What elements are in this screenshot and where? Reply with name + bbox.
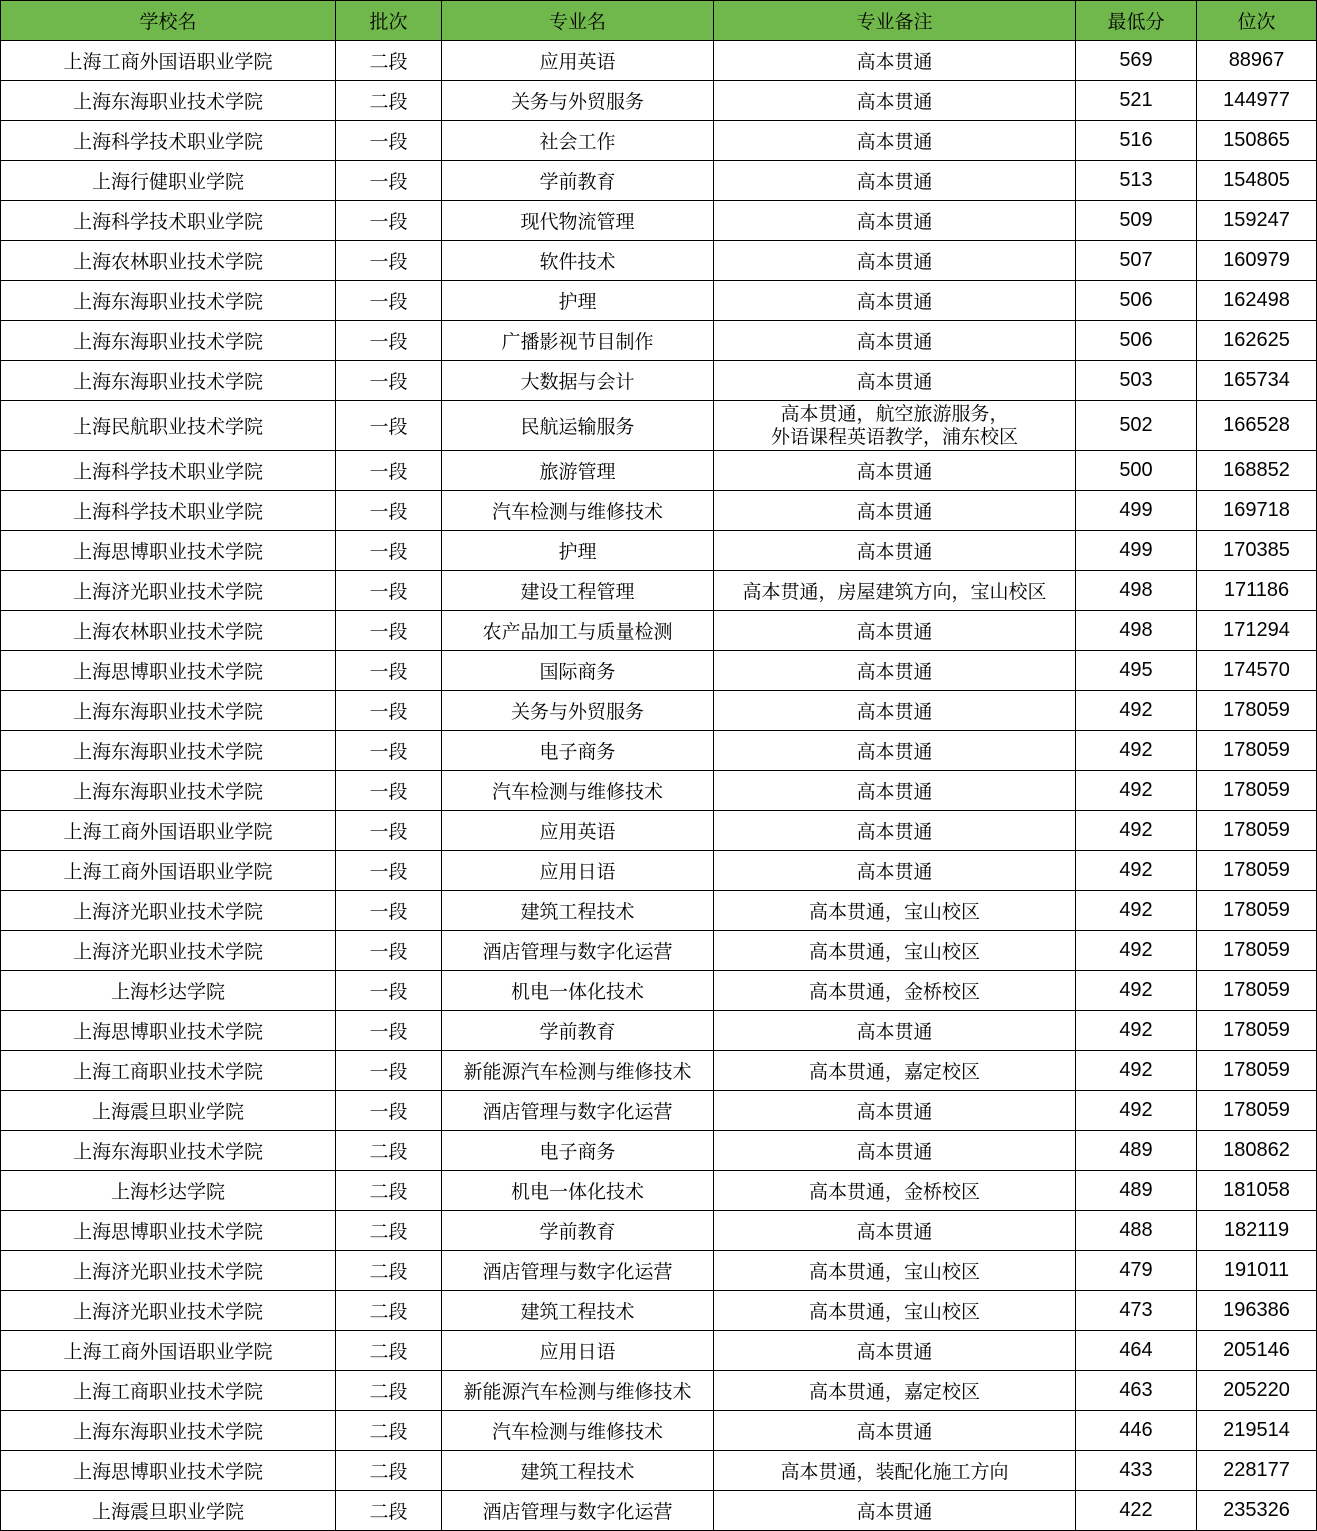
cell-major: 电子商务: [442, 1131, 714, 1171]
cell-major: 旅游管理: [442, 451, 714, 491]
cell-major: 国际商务: [442, 651, 714, 691]
cell-major: 建筑工程技术: [442, 1291, 714, 1331]
cell-major: 护理: [442, 531, 714, 571]
cell-rank: 191011: [1197, 1251, 1317, 1291]
cell-min-score: 500: [1076, 451, 1197, 491]
cell-major-note: 高本贯通: [714, 691, 1076, 731]
cell-major-note: 高本贯通: [714, 1331, 1076, 1371]
cell-rank: 178059: [1197, 771, 1317, 811]
cell-rank: 178059: [1197, 931, 1317, 971]
header-batch: 批次: [336, 1, 442, 41]
cell-batch: 二段: [336, 81, 442, 121]
cell-major-note: 高本贯通，嘉定校区: [714, 1371, 1076, 1411]
cell-min-score: 569: [1076, 41, 1197, 81]
cell-rank: 205220: [1197, 1371, 1317, 1411]
cell-major: 应用日语: [442, 1331, 714, 1371]
table-row: [1, 651, 1317, 691]
header-major-note: 专业备注: [714, 1, 1076, 41]
table-row: [1, 281, 1317, 321]
cell-min-score: 489: [1076, 1171, 1197, 1211]
table-row: [1, 1331, 1317, 1371]
cell-batch: 一段: [336, 691, 442, 731]
cell-school: 上海工商职业技术学院: [1, 1051, 336, 1091]
cell-batch: 一段: [336, 1091, 442, 1131]
cell-batch: 一段: [336, 361, 442, 401]
cell-major: 机电一体化技术: [442, 971, 714, 1011]
cell-major-note: 高本贯通: [714, 161, 1076, 201]
cell-major-note: 高本贯通: [714, 201, 1076, 241]
cell-rank: 205146: [1197, 1331, 1317, 1371]
cell-batch: 一段: [336, 851, 442, 891]
cell-school: 上海济光职业技术学院: [1, 571, 336, 611]
cell-major-note: 高本贯通: [714, 81, 1076, 121]
cell-major-note: 高本贯通: [714, 1411, 1076, 1451]
table-body: [1, 41, 1317, 1531]
cell-major: 学前教育: [442, 161, 714, 201]
table-row: [1, 1051, 1317, 1091]
cell-school: 上海科学技术职业学院: [1, 121, 336, 161]
cell-batch: 一段: [336, 281, 442, 321]
cell-school: 上海思博职业技术学院: [1, 1451, 336, 1491]
cell-rank: 178059: [1197, 891, 1317, 931]
cell-major: 护理: [442, 281, 714, 321]
cell-batch: 一段: [336, 201, 442, 241]
cell-min-score: 492: [1076, 731, 1197, 771]
cell-major-note: 高本贯通: [714, 281, 1076, 321]
table-row: [1, 121, 1317, 161]
cell-school: 上海济光职业技术学院: [1, 931, 336, 971]
cell-major-note: 高本贯通: [714, 41, 1076, 81]
cell-school: 上海杉达学院: [1, 1171, 336, 1211]
cell-school: 上海济光职业技术学院: [1, 1251, 336, 1291]
table-row: [1, 731, 1317, 771]
cell-batch: 一段: [336, 161, 442, 201]
cell-rank: 165734: [1197, 361, 1317, 401]
cell-major: 建筑工程技术: [442, 891, 714, 931]
header-major: 专业名: [442, 1, 714, 41]
table-row: [1, 1291, 1317, 1331]
cell-rank: 162498: [1197, 281, 1317, 321]
cell-rank: 178059: [1197, 1051, 1317, 1091]
cell-min-score: 446: [1076, 1411, 1197, 1451]
cell-min-score: 492: [1076, 891, 1197, 931]
cell-major-note: 高本贯通，金桥校区: [714, 971, 1076, 1011]
cell-rank: 150865: [1197, 121, 1317, 161]
cell-rank: 88967: [1197, 41, 1317, 81]
cell-min-score: 498: [1076, 571, 1197, 611]
cell-major-note: 高本贯通，宝山校区: [714, 1291, 1076, 1331]
cell-major: 酒店管理与数字化运营: [442, 1091, 714, 1131]
cell-major-note: 高本贯通: [714, 811, 1076, 851]
table-row: [1, 1131, 1317, 1171]
table-row: [1, 571, 1317, 611]
cell-major: 应用英语: [442, 811, 714, 851]
cell-batch: 一段: [336, 241, 442, 281]
cell-min-score: 521: [1076, 81, 1197, 121]
cell-major-note: 高本贯通: [714, 361, 1076, 401]
cell-school: 上海思博职业技术学院: [1, 1211, 336, 1251]
header-rank: 位次: [1197, 1, 1317, 41]
cell-major: 汽车检测与维修技术: [442, 1411, 714, 1451]
cell-rank: 144977: [1197, 81, 1317, 121]
cell-school: 上海科学技术职业学院: [1, 201, 336, 241]
cell-major: 应用日语: [442, 851, 714, 891]
cell-school: 上海东海职业技术学院: [1, 1131, 336, 1171]
table-row: [1, 851, 1317, 891]
cell-major: 关务与外贸服务: [442, 81, 714, 121]
cell-batch: 一段: [336, 811, 442, 851]
cell-major-note: 高本贯通，宝山校区: [714, 931, 1076, 971]
cell-major-note: 高本贯通: [714, 731, 1076, 771]
table-row: [1, 1371, 1317, 1411]
cell-batch: 二段: [336, 1131, 442, 1171]
cell-major-note: 高本贯通，房屋建筑方向，宝山校区: [714, 571, 1076, 611]
header-school: 学校名: [1, 1, 336, 41]
table-row: [1, 1171, 1317, 1211]
cell-rank: 178059: [1197, 811, 1317, 851]
cell-batch: 二段: [336, 1171, 442, 1211]
cell-min-score: 492: [1076, 971, 1197, 1011]
cell-rank: 154805: [1197, 161, 1317, 201]
cell-school: 上海思博职业技术学院: [1, 1011, 336, 1051]
cell-min-score: 499: [1076, 491, 1197, 531]
table-row: [1, 401, 1317, 451]
cell-min-score: 492: [1076, 1051, 1197, 1091]
cell-batch: 二段: [336, 1451, 442, 1491]
cell-batch: 一段: [336, 731, 442, 771]
cell-school: 上海震旦职业学院: [1, 1091, 336, 1131]
cell-min-score: 492: [1076, 851, 1197, 891]
cell-major: 农产品加工与质量检测: [442, 611, 714, 651]
cell-school: 上海科学技术职业学院: [1, 491, 336, 531]
cell-min-score: 513: [1076, 161, 1197, 201]
cell-min-score: 433: [1076, 1451, 1197, 1491]
table-row: [1, 1251, 1317, 1291]
table-row: [1, 201, 1317, 241]
cell-major-note: 高本贯通: [714, 771, 1076, 811]
table-row: [1, 241, 1317, 281]
cell-batch: 一段: [336, 971, 442, 1011]
cell-batch: 一段: [336, 891, 442, 931]
cell-major: 酒店管理与数字化运营: [442, 1251, 714, 1291]
cell-school: 上海行健职业学院: [1, 161, 336, 201]
cell-batch: 一段: [336, 321, 442, 361]
cell-rank: 181058: [1197, 1171, 1317, 1211]
cell-major: 大数据与会计: [442, 361, 714, 401]
cell-rank: 178059: [1197, 971, 1317, 1011]
cell-major: 酒店管理与数字化运营: [442, 1491, 714, 1531]
cell-rank: 174570: [1197, 651, 1317, 691]
cell-major: 建筑工程技术: [442, 1451, 714, 1491]
cell-school: 上海震旦职业学院: [1, 1491, 336, 1531]
cell-rank: 178059: [1197, 851, 1317, 891]
cell-rank: 178059: [1197, 1091, 1317, 1131]
cell-school: 上海济光职业技术学院: [1, 891, 336, 931]
table-row: [1, 1411, 1317, 1451]
cell-batch: 一段: [336, 401, 442, 451]
cell-rank: 196386: [1197, 1291, 1317, 1331]
cell-rank: 171186: [1197, 571, 1317, 611]
cell-batch: 一段: [336, 651, 442, 691]
cell-major: 机电一体化技术: [442, 1171, 714, 1211]
cell-major-note: 高本贯通，宝山校区: [714, 891, 1076, 931]
cell-school: 上海济光职业技术学院: [1, 1291, 336, 1331]
table-row: [1, 811, 1317, 851]
cell-rank: 166528: [1197, 401, 1317, 451]
table-row: [1, 321, 1317, 361]
table-row: [1, 931, 1317, 971]
cell-school: 上海杉达学院: [1, 971, 336, 1011]
cell-major: 软件技术: [442, 241, 714, 281]
cell-school: 上海思博职业技术学院: [1, 531, 336, 571]
cell-major-note: 高本贯通: [714, 121, 1076, 161]
cell-rank: 159247: [1197, 201, 1317, 241]
cell-min-score: 479: [1076, 1251, 1197, 1291]
cell-min-score: 492: [1076, 1011, 1197, 1051]
table-row: [1, 451, 1317, 491]
cell-major-note: 高本贯通: [714, 491, 1076, 531]
cell-min-score: 495: [1076, 651, 1197, 691]
cell-major-note: 高本贯通: [714, 1011, 1076, 1051]
cell-min-score: 492: [1076, 811, 1197, 851]
table-row: [1, 81, 1317, 121]
table-row: [1, 531, 1317, 571]
cell-min-score: 502: [1076, 401, 1197, 451]
cell-min-score: 422: [1076, 1491, 1197, 1531]
cell-rank: 169718: [1197, 491, 1317, 531]
cell-batch: 一段: [336, 571, 442, 611]
cell-school: 上海科学技术职业学院: [1, 451, 336, 491]
cell-major-note: 高本贯通，航空旅游服务， 外语课程英语教学，浦东校区: [714, 401, 1076, 451]
header-min-score: 最低分: [1076, 1, 1197, 41]
cell-major-note: 高本贯通，嘉定校区: [714, 1051, 1076, 1091]
cell-major: 汽车检测与维修技术: [442, 771, 714, 811]
cell-batch: 二段: [336, 1371, 442, 1411]
cell-major: 建设工程管理: [442, 571, 714, 611]
cell-school: 上海工商外国语职业学院: [1, 851, 336, 891]
cell-batch: 一段: [336, 531, 442, 571]
cell-rank: 180862: [1197, 1131, 1317, 1171]
cell-school: 上海东海职业技术学院: [1, 81, 336, 121]
cell-rank: 178059: [1197, 1011, 1317, 1051]
table-row: [1, 691, 1317, 731]
cell-major: 民航运输服务: [442, 401, 714, 451]
cell-rank: 178059: [1197, 691, 1317, 731]
cell-major-note: 高本贯通，装配化施工方向: [714, 1451, 1076, 1491]
table-row: [1, 491, 1317, 531]
cell-min-score: 492: [1076, 691, 1197, 731]
cell-major-note: 高本贯通: [714, 1131, 1076, 1171]
cell-min-score: 509: [1076, 201, 1197, 241]
cell-major-note: 高本贯通: [714, 1491, 1076, 1531]
cell-min-score: 464: [1076, 1331, 1197, 1371]
cell-min-score: 516: [1076, 121, 1197, 161]
cell-school: 上海工商外国语职业学院: [1, 41, 336, 81]
table-row: [1, 771, 1317, 811]
cell-rank: 178059: [1197, 731, 1317, 771]
cell-batch: 一段: [336, 611, 442, 651]
cell-batch: 二段: [336, 1211, 442, 1251]
cell-batch: 一段: [336, 1011, 442, 1051]
cell-school: 上海农林职业技术学院: [1, 611, 336, 651]
cell-min-score: 463: [1076, 1371, 1197, 1411]
cell-major-note: 高本贯通: [714, 651, 1076, 691]
cell-school: 上海思博职业技术学院: [1, 651, 336, 691]
cell-major: 新能源汽车检测与维修技术: [442, 1051, 714, 1091]
table-row: [1, 161, 1317, 201]
cell-rank: 168852: [1197, 451, 1317, 491]
cell-rank: 228177: [1197, 1451, 1317, 1491]
cell-batch: 二段: [336, 1251, 442, 1291]
cell-batch: 二段: [336, 1291, 442, 1331]
table-row: [1, 971, 1317, 1011]
cell-batch: 一段: [336, 121, 442, 161]
cell-min-score: 498: [1076, 611, 1197, 651]
cell-major: 广播影视节目制作: [442, 321, 714, 361]
cell-major: 学前教育: [442, 1011, 714, 1051]
cell-rank: 182119: [1197, 1211, 1317, 1251]
cell-min-score: 506: [1076, 281, 1197, 321]
cell-major-note: 高本贯通: [714, 531, 1076, 571]
cell-school: 上海工商外国语职业学院: [1, 811, 336, 851]
cell-min-score: 492: [1076, 931, 1197, 971]
cell-rank: 171294: [1197, 611, 1317, 651]
table-header-row: [1, 1, 1317, 41]
cell-major: 学前教育: [442, 1211, 714, 1251]
table-row: [1, 1451, 1317, 1491]
cell-batch: 二段: [336, 1331, 442, 1371]
cell-school: 上海东海职业技术学院: [1, 321, 336, 361]
cell-batch: 二段: [336, 41, 442, 81]
table-row: [1, 41, 1317, 81]
cell-school: 上海东海职业技术学院: [1, 1411, 336, 1451]
cell-school: 上海农林职业技术学院: [1, 241, 336, 281]
cell-major: 新能源汽车检测与维修技术: [442, 1371, 714, 1411]
cell-major: 应用英语: [442, 41, 714, 81]
table-row: [1, 1211, 1317, 1251]
cell-major: 社会工作: [442, 121, 714, 161]
cell-major-note: 高本贯通: [714, 451, 1076, 491]
cell-major-note: 高本贯通: [714, 851, 1076, 891]
cell-min-score: 488: [1076, 1211, 1197, 1251]
cell-major: 现代物流管理: [442, 201, 714, 241]
cell-min-score: 473: [1076, 1291, 1197, 1331]
cell-batch: 一段: [336, 931, 442, 971]
cell-min-score: 489: [1076, 1131, 1197, 1171]
cell-major-note: 高本贯通: [714, 1211, 1076, 1251]
cell-min-score: 499: [1076, 531, 1197, 571]
cell-min-score: 507: [1076, 241, 1197, 281]
table-row: [1, 1011, 1317, 1051]
cell-rank: 235326: [1197, 1491, 1317, 1531]
cell-school: 上海东海职业技术学院: [1, 731, 336, 771]
cell-batch: 一段: [336, 491, 442, 531]
table-row: [1, 1091, 1317, 1131]
table-row: [1, 891, 1317, 931]
cell-major: 酒店管理与数字化运营: [442, 931, 714, 971]
cell-major: 电子商务: [442, 731, 714, 771]
cell-school: 上海东海职业技术学院: [1, 361, 336, 401]
cell-min-score: 492: [1076, 771, 1197, 811]
cell-rank: 170385: [1197, 531, 1317, 571]
cell-batch: 二段: [336, 1411, 442, 1451]
cell-major-note: 高本贯通: [714, 611, 1076, 651]
cell-batch: 一段: [336, 451, 442, 491]
table-row: [1, 361, 1317, 401]
cell-batch: 一段: [336, 1051, 442, 1091]
cell-major: 关务与外贸服务: [442, 691, 714, 731]
cell-min-score: 492: [1076, 1091, 1197, 1131]
cell-major-note: 高本贯通，金桥校区: [714, 1171, 1076, 1211]
cell-major-note: 高本贯通，宝山校区: [714, 1251, 1076, 1291]
cell-school: 上海东海职业技术学院: [1, 691, 336, 731]
cell-rank: 160979: [1197, 241, 1317, 281]
cell-min-score: 503: [1076, 361, 1197, 401]
cell-school: 上海民航职业技术学院: [1, 401, 336, 451]
cell-school: 上海东海职业技术学院: [1, 771, 336, 811]
cell-school: 上海东海职业技术学院: [1, 281, 336, 321]
cell-major: 汽车检测与维修技术: [442, 491, 714, 531]
table-row: [1, 1491, 1317, 1531]
cell-batch: 一段: [336, 771, 442, 811]
cell-school: 上海工商职业技术学院: [1, 1371, 336, 1411]
cell-rank: 162625: [1197, 321, 1317, 361]
cell-major-note: 高本贯通: [714, 1091, 1076, 1131]
cell-school: 上海工商外国语职业学院: [1, 1331, 336, 1371]
cell-major-note: 高本贯通: [714, 321, 1076, 361]
table-row: [1, 611, 1317, 651]
cell-major-note: 高本贯通: [714, 241, 1076, 281]
cell-min-score: 506: [1076, 321, 1197, 361]
cell-batch: 二段: [336, 1491, 442, 1531]
cell-rank: 219514: [1197, 1411, 1317, 1451]
